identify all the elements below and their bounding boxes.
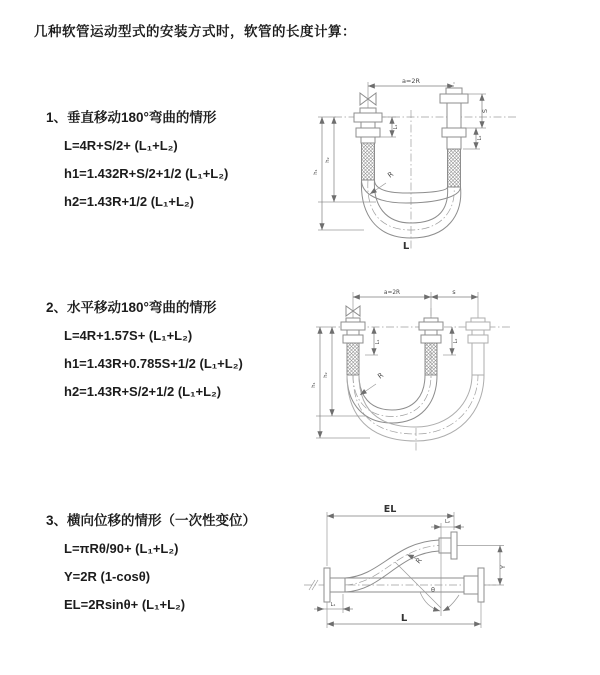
label-radius: R xyxy=(386,170,396,180)
pipe-fitting-left xyxy=(354,108,382,180)
theta-arc-arrow xyxy=(443,595,459,611)
label-l2: L₂ xyxy=(477,135,483,141)
label-theta: θ xyxy=(431,586,435,594)
theta-arc-arrow xyxy=(420,592,440,611)
formula-line: h1=1.432R+S/2+1/2 (L₁+L₂) xyxy=(64,166,229,181)
label-y: Y xyxy=(499,565,507,569)
flange-upper xyxy=(451,532,457,559)
label-l2: L₂ xyxy=(453,338,459,344)
radius-leader-arrow xyxy=(360,384,376,395)
label-radius: R xyxy=(414,556,424,566)
label-length: L xyxy=(400,613,408,624)
diagram-lateral-displacement xyxy=(296,498,600,648)
section-heading: 1、垂直移动180°弯曲的情形 xyxy=(46,110,217,125)
label-l2: L₂ xyxy=(445,519,450,525)
braided-hose-sleeve xyxy=(448,149,461,187)
label-el: EL xyxy=(383,504,397,515)
label-length: L xyxy=(402,241,410,252)
label-l1: L₁ xyxy=(330,602,336,608)
formula-line: L=4R+S/2+ (L₁+L₂) xyxy=(64,138,178,153)
flange-left xyxy=(324,568,345,602)
label-h2: h₂ xyxy=(325,157,331,163)
braided-hose-sleeve xyxy=(425,343,437,375)
section-lateral-displacement xyxy=(46,507,256,619)
flex-hose-displaced xyxy=(345,532,457,592)
pipe-fitting-middle xyxy=(419,318,443,375)
label-h1: h₁ xyxy=(313,169,319,175)
braided-hose-sleeve xyxy=(362,143,375,180)
diagram-vertical-180-bend xyxy=(306,72,596,264)
pipe-fitting-right xyxy=(440,88,468,187)
section-vertical-movement xyxy=(46,104,228,216)
formula-line: EL=2Rsinθ+ (L₁+L₂) xyxy=(64,597,186,612)
formula-line: h1=1.43R+0.785S+1/2 (L₁+L₂) xyxy=(64,356,243,371)
formula-line: h2=1.43R+1/2 (L₁+L₂) xyxy=(64,194,195,209)
pipe-fitting-moved-position xyxy=(466,318,490,375)
flange-right xyxy=(478,568,484,602)
label-l1: L₁ xyxy=(375,339,381,345)
section-heading: 2、水平移动180°弯曲的情形 xyxy=(46,300,217,315)
label-a2r: a=2R xyxy=(383,290,401,296)
diagram-horizontal-180-bend xyxy=(306,280,600,465)
braided-hose-sleeve xyxy=(347,343,359,375)
formula-line: h2=1.43R+S/2+1/2 (L₁+L₂) xyxy=(64,384,222,399)
label-l1: L₁ xyxy=(393,124,399,130)
label-s: S xyxy=(481,108,489,114)
flex-hose-moved-position xyxy=(347,375,484,441)
label-h1: h₁ xyxy=(311,382,317,388)
label-shift-s: s xyxy=(452,288,456,296)
formula-line: L=4R+1.57S+ (L₁+L₂) xyxy=(64,328,193,343)
page-title: 几种软管运动型式的安装方式时，软管的长度计算： xyxy=(34,24,356,39)
section-horizontal-movement xyxy=(46,294,243,406)
label-h2: h₂ xyxy=(323,372,329,378)
label-radius: R xyxy=(376,371,386,381)
formula-line: L=πRθ/90+ (L₁+L₂) xyxy=(64,541,179,556)
pipe-fitting-left xyxy=(341,318,365,375)
formula-line: Y=2R (1-cosθ) xyxy=(64,569,151,584)
section-heading: 3、横向位移的情形（一次性变位） xyxy=(46,513,257,528)
radius-leader-arrow xyxy=(370,183,386,194)
label-a2r: a=2R xyxy=(401,77,421,85)
